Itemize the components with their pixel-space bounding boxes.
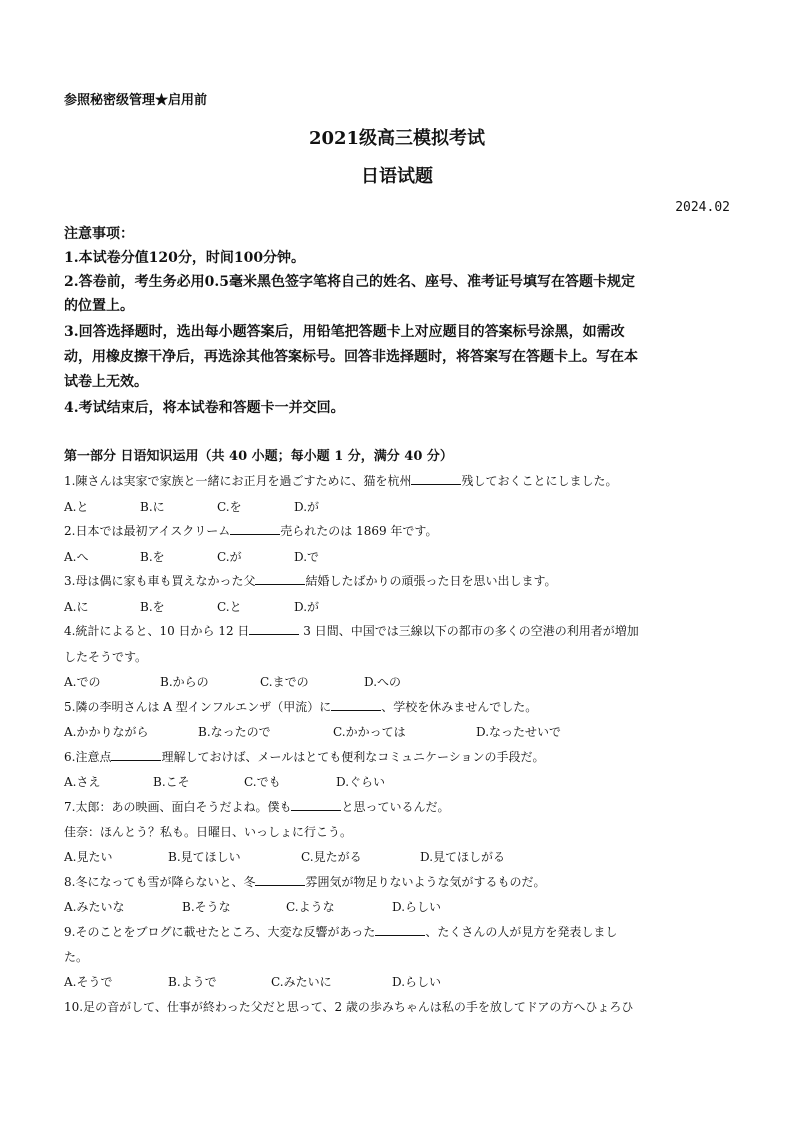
notice-item-1: 1.本试卷分值120分，时间100分钟。 xyxy=(64,250,306,266)
option-c: C.でも xyxy=(244,775,281,789)
notice-item-3-line-1: 3.回答选择题时，选出每小题答案后，用铅笔把答题卡上对应题目的答案标号涂黑，如需改 xyxy=(64,324,625,340)
confidential-label: 参照秘密级管理★启用前 xyxy=(64,93,208,108)
option-a: A.に xyxy=(64,600,89,614)
question-5-options xyxy=(64,723,724,741)
notice-item-4: 4.考试结束后，将本试卷和答题卡一并交回。 xyxy=(64,400,345,416)
option-d: D.で xyxy=(294,550,320,564)
question-8: 8.冬になっても雪が降らないと、冬 雰囲気が物足りないような気がするものだ。 xyxy=(64,875,546,889)
question-3: 3.母は偶に家も車も買えなかった父 結婚したばかりの頑張った日を思い出します。 xyxy=(64,574,557,588)
question-6: 6.注意点 理解しておけば、メールはとても便利なコミュニケーションの手段だ。 xyxy=(64,750,545,764)
question-5: 5.隣の李明さんは A 型インフルエンザ（甲流）に 、学校を休みませんでした。 xyxy=(64,700,538,714)
option-a: A.かかりながら xyxy=(64,725,149,739)
answer-blank xyxy=(411,472,461,485)
option-d: D.への xyxy=(364,675,402,689)
answer-blank xyxy=(230,522,280,535)
question-2: 2.日本では最初アイスクリーム 売られたのは 1869 年です。 xyxy=(64,524,438,538)
option-a: A.での xyxy=(64,675,101,689)
option-a: A.へ xyxy=(64,550,89,564)
question-1-options xyxy=(64,498,724,516)
question-2-options xyxy=(64,548,724,566)
question-3-options xyxy=(64,598,724,616)
option-d: D.見てほしがる xyxy=(420,850,506,864)
answer-blank xyxy=(291,798,341,811)
option-d: D.らしい xyxy=(392,900,442,914)
option-b: B.に xyxy=(140,500,165,514)
question-9-options xyxy=(64,973,724,991)
question-4-options xyxy=(64,673,724,691)
answer-blank xyxy=(255,572,305,585)
notice-item-2-line-1: 2.答卷前，考生务必用0.5毫米黑色签字笔将自己的姓名、座号、准考证号填写在答题卡规定 xyxy=(64,274,635,290)
option-a: A.見たい xyxy=(64,850,113,864)
question-8-options xyxy=(64,898,724,916)
option-b: B.を xyxy=(140,600,165,614)
question-1: 1.陳さんは実家で家族と一緒にお正月を過ごすために、猫を杭州 残しておくことにしました。 xyxy=(64,474,618,488)
question-7: 7.太郎：あの映画、面白そうだよね。僕も と思っているんだ。 xyxy=(64,800,450,814)
option-d: D.が xyxy=(294,600,320,614)
answer-blank xyxy=(375,923,425,936)
option-b: B.を xyxy=(140,550,165,564)
answer-blank xyxy=(331,698,381,711)
answer-blank xyxy=(249,622,299,635)
question-9: 9.そのことをブログに載せたところ、大変な反響があった 、たくさんの人が見方を発表しまし xyxy=(64,925,618,939)
answer-blank xyxy=(255,873,305,886)
exam-title: 2021级高三模拟考试 xyxy=(308,128,486,149)
question-4-continued: したそうです。 xyxy=(64,650,148,664)
option-d: D.ぐらい xyxy=(336,775,386,789)
option-d: D.らしい xyxy=(392,975,442,989)
notice-item-3-line-2: 动，用橡皮擦干净后，再选涂其他答案标号。回答非选择题时，将答案写在答题卡上。写在本 xyxy=(64,349,638,365)
option-c: C.と xyxy=(217,600,242,614)
option-b: B.からの xyxy=(160,675,209,689)
question-7-dialogue: 佳奈：ほんとう？私も。日曜日、いっしょに行こう。 xyxy=(64,825,353,839)
question-4: 4.統計によると、10 日から 12 日 3 日間、中国では三線以下の都市の多くの空港の利用者が増加 xyxy=(64,624,639,638)
question-6-options xyxy=(64,773,724,791)
notice-heading: 注意事项： xyxy=(64,226,134,242)
question-9-continued: た。 xyxy=(64,950,89,964)
question-7-options xyxy=(64,848,724,866)
option-c: C.ような xyxy=(286,900,335,914)
notice-item-3-line-3: 试卷上无效。 xyxy=(64,374,148,390)
option-c: C.が xyxy=(217,550,242,564)
option-b: B.そうな xyxy=(182,900,231,914)
option-d: D.なったせいで xyxy=(476,725,562,739)
option-b: B.見てほしい xyxy=(168,850,241,864)
notice-item-2-line-2: 的位置上。 xyxy=(64,298,134,314)
option-b: B.ようで xyxy=(168,975,217,989)
option-b: B.なったので xyxy=(198,725,271,739)
option-a: A.そうで xyxy=(64,975,113,989)
exam-date: 2024.02 xyxy=(675,200,730,215)
answer-blank xyxy=(111,748,161,761)
option-c: C.かかっては xyxy=(333,725,406,739)
option-c: C.みたいに xyxy=(271,975,332,989)
exam-subtitle: 日语试题 xyxy=(361,166,433,187)
question-10: 10.足の音がして、仕事が終わった父だと思って、2 歳の歩みちゃんは私の手を放してドアの方へひょろひ xyxy=(64,1000,634,1014)
option-d: D.が xyxy=(294,500,320,514)
section-heading: 第一部分 日语知识运用（共 40 小题；每小题 1 分，满分 40 分） xyxy=(64,449,453,464)
option-a: A.と xyxy=(64,500,89,514)
option-c: C.を xyxy=(217,500,242,514)
option-a: A.みたいな xyxy=(64,900,125,914)
option-c: C.見たがる xyxy=(301,850,362,864)
option-b: B.こそ xyxy=(153,775,190,789)
option-a: A.さえ xyxy=(64,775,101,789)
option-c: C.までの xyxy=(260,675,309,689)
